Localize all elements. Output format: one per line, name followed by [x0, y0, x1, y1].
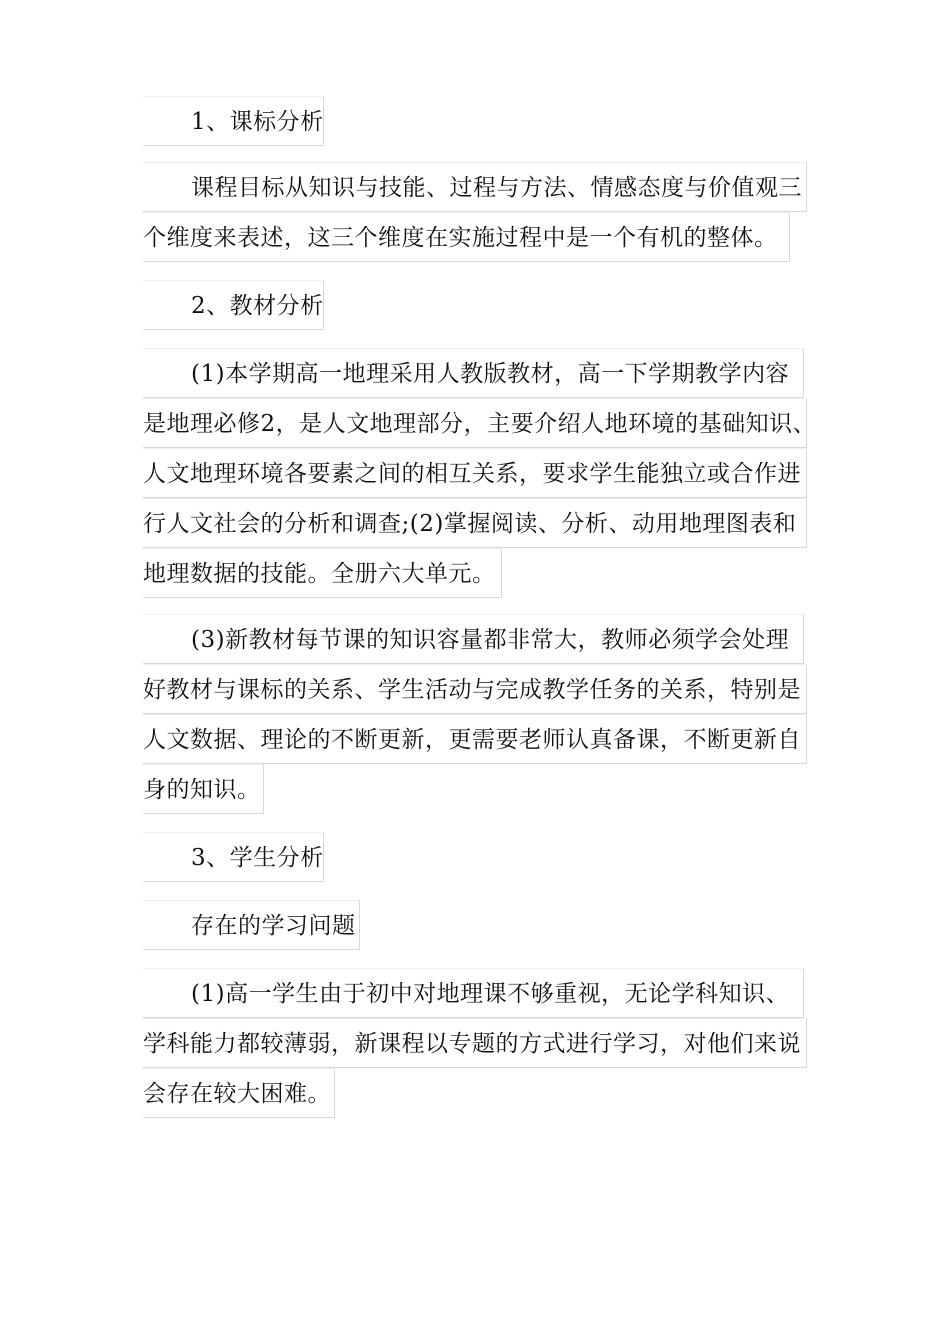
section-3-paragraph-1-line-3: 会存在较大困难。	[143, 1068, 335, 1118]
section-1-paragraph-1-line-2: 个维度来表述，这三个维度在实施过程中是一个有机的整体。	[143, 212, 790, 262]
section-2-paragraph-1-line-2: 是地理必修2，是人文地理部分，主要介绍人地环境的基础知识、	[143, 398, 807, 448]
section-2-paragraph-2-line-2: 好教材与课标的关系、学生活动与完成教学任务的关系，特别是	[143, 664, 807, 714]
section-2-paragraph-2-line-1: (3)新教材每节课的知识容量都非常大，教师必须学会处理	[143, 614, 804, 664]
section-2-paragraph-1-line-3: 人文地理环境各要素之间的相互关系，要求学生能独立或合作进	[143, 448, 807, 498]
section-3-heading: 3、学生分析	[143, 832, 324, 882]
section-1-paragraph-1-line-1: 课程目标从知识与技能、过程与方法、情感态度与价值观三	[143, 162, 807, 212]
section-2-paragraph-1-line-5: 地理数据的技能。全册六大单元。	[143, 548, 502, 598]
section-2-heading: 2、教材分析	[143, 280, 324, 330]
section-2-paragraph-1-line-1: (1)本学期高一地理采用人教版教材，高一下学期教学内容	[143, 348, 804, 398]
section-3-subheading: 存在的学习问题	[143, 900, 360, 950]
section-1-heading: 1、课标分析	[143, 96, 324, 146]
section-3-paragraph-1-line-1: (1)高一学生由于初中对地理课不够重视，无论学科知识、	[143, 968, 804, 1018]
section-2-paragraph-1-line-4: 行人文社会的分析和调查;(2)掌握阅读、分析、动用地理图表和	[143, 498, 807, 548]
section-3-paragraph-1-line-2: 学科能力都较薄弱，新课程以专题的方式进行学习，对他们来说	[143, 1018, 807, 1068]
section-2-paragraph-2-line-3: 人文数据、理论的不断更新，更需要老师认真备课，不断更新自	[143, 714, 807, 764]
section-2-paragraph-2-line-4: 身的知识。	[143, 764, 264, 814]
